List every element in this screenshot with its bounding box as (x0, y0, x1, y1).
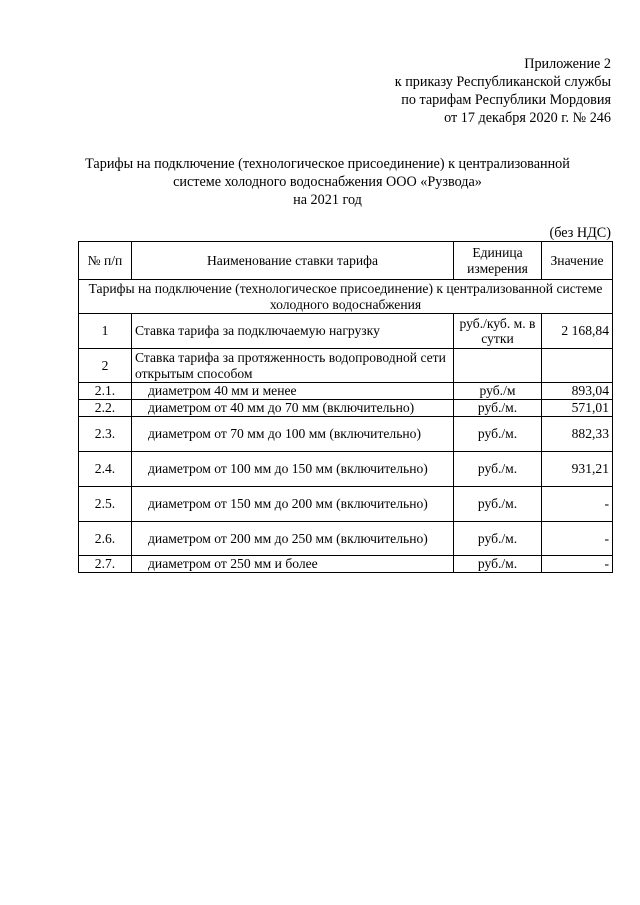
appendix-line: от 17 декабря 2020 г. № 246 (444, 110, 611, 126)
row-num: 2.3. (79, 417, 132, 452)
header-row (79, 242, 613, 280)
table-row (79, 556, 613, 573)
section-row (79, 280, 613, 314)
table-row (79, 417, 613, 452)
appendix-line: по тарифам Республики Мордовия (401, 92, 611, 108)
row-value (542, 349, 613, 383)
table-row (79, 314, 613, 349)
row-num: 2.1. (79, 383, 132, 400)
header-value: Значение (542, 242, 613, 280)
row-unit: руб./м. (454, 522, 542, 556)
row-num: 2.2. (79, 400, 132, 417)
row-unit: руб./м. (454, 452, 542, 487)
row-num: 1 (79, 314, 132, 349)
row-name: диаметром от 100 мм до 150 мм (включительно) (132, 452, 454, 487)
appendix-line: к приказу Республиканской службы (394, 74, 611, 90)
header-name: Наименование ставки тарифа (132, 242, 454, 280)
row-value: - (542, 522, 613, 556)
table-row (79, 487, 613, 522)
row-num: 2.5. (79, 487, 132, 522)
row-name: диаметром от 40 мм до 70 мм (включительно) (132, 400, 454, 417)
row-unit: руб./м. (454, 556, 542, 573)
row-unit (454, 349, 542, 383)
row-num: 2.7. (79, 556, 132, 573)
row-value: 571,01 (542, 400, 613, 417)
table-row (79, 522, 613, 556)
row-name: диаметром 40 мм и менее (132, 383, 454, 400)
title-line: Тарифы на подключение (технологическое присоединение) к централизованной (85, 156, 570, 172)
document-title (60, 155, 595, 209)
row-value: 882,33 (542, 417, 613, 452)
row-unit: руб./м. (454, 487, 542, 522)
row-value: - (542, 487, 613, 522)
row-name: Ставка тарифа за протяженность водопроводной сети открытым способом (132, 349, 454, 383)
row-num: 2.4. (79, 452, 132, 487)
table-row (79, 349, 613, 383)
row-name: Ставка тарифа за подключаемую нагрузку (132, 314, 454, 349)
header-unit: Единица измерения (454, 242, 542, 280)
vat-note: (без НДС) (549, 225, 611, 241)
title-line: на 2021 год (293, 192, 362, 208)
row-name: диаметром от 150 мм до 200 мм (включительно) (132, 487, 454, 522)
table-row (79, 400, 613, 417)
row-value: 2 168,84 (542, 314, 613, 349)
row-value: - (542, 556, 613, 573)
table-row (79, 383, 613, 400)
row-name: диаметром от 70 мм до 100 мм (включительно) (132, 417, 454, 452)
header-num: № п/п (79, 242, 132, 280)
appendix-block (395, 55, 611, 127)
row-num: 2 (79, 349, 132, 383)
tariff-table (78, 241, 613, 573)
section-title: Тарифы на подключение (технологическое присоединение) к централизованной системе холодного водоснабжения (79, 280, 613, 314)
row-unit: руб./м. (454, 400, 542, 417)
table-row (79, 452, 613, 487)
row-unit: руб./м (454, 383, 542, 400)
row-name: диаметром от 250 мм и более (132, 556, 454, 573)
title-line: системе холодного водоснабжения ООО «Рузвода» (173, 174, 482, 190)
row-value: 931,21 (542, 452, 613, 487)
row-unit: руб./куб. м. в сутки (454, 314, 542, 349)
appendix-line: Приложение 2 (524, 56, 611, 72)
row-unit: руб./м. (454, 417, 542, 452)
row-name: диаметром от 200 мм до 250 мм (включительно) (132, 522, 454, 556)
row-num: 2.6. (79, 522, 132, 556)
row-value: 893,04 (542, 383, 613, 400)
